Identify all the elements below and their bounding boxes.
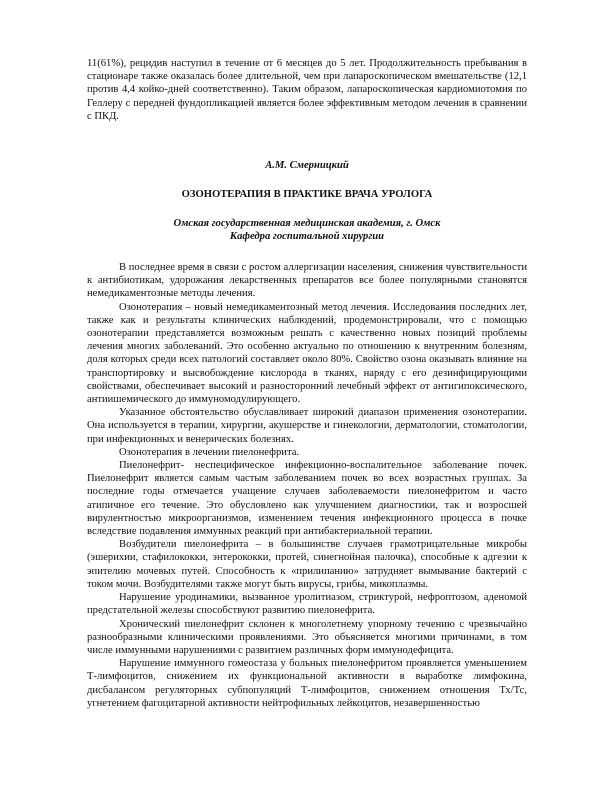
paragraph: Озонотерапия – новый немедикаментозный метод лечения. Исследования последних лет, также как и результаты клинических наблюдений, продемонстрировали, что с помощью озонотерапии представляется возможным решать с качественно новых позиций проблемы лечения многих заболеваний. Это особенно актуально по отношению к внутренним болезням, доля которых среди всех патологий составляет около 80%. Свойство озона оказывать влияние на транспортировку и высвобождение кислорода в тканях, наряду с его дезинфицирующими свойствами, обеспечивает высокий и разносторонний лечебный эффект от антигипоксического, антиишемического до иммуномодулирующего. (87, 301, 527, 406)
paragraph: Нарушение уродинамики, вызванное уролитиазом, стриктурой, нефроптозом, аденомой предстательной железы способствуют развитию пиелонефрита. (87, 592, 527, 617)
paragraph: В последнее время в связи с ростом аллергизации населения, снижения чувствительности к антибиотикам, удорожания лекарственных препаратов все более популярными становятся немедикаментозные методы лечения. (87, 262, 527, 300)
affiliation-institution: Омская государственная медицинская академия, г. Омск (173, 218, 441, 230)
paragraph: Озонотерапия в лечении пиелонефрита. (119, 446, 300, 458)
intro-paragraph: 11(61%), рецидив наступил в течение от 6 месяцев до 5 лет. Продолжительность пребывания в стационаре также оказалась более длительной, чем при лапароскопическом вмешательстве (12,1 против 4,4 койко-дней соответственно). Таким образом, лапароскопическая кардиомиотомия по Геллеру с передней фундопликацией является более эффективным методом лечения в сравнении с ПКД. (87, 58, 527, 122)
paragraph: Нарушение иммунного гомеостаза у больных пиелонефритом проявляется уменьшением Т-лимфоцитов, снижением их функциональной активности в выработке лимфокина, дисбалансом регуляторных субпопуляций Т-лимфоцитов, снижением отношения Тх/Тс, угнетением фагоцитарной активности нейтрофильных лейкоцитов, незавершенностью (87, 658, 527, 709)
article-body (87, 261, 527, 710)
paragraph: Возбудители пиелонефрита – в большинстве случаев грамотрицательные микробы (эшерихии, стафилококки, энтерококки, протей, синегнойная палочка), способные к адгезии к эпителию мочевых путей. Способность к «прилипанию» затрудняет вымывание бактерий с током мочи. Возбудителями также могут быть вирусы, грибы, микоплазмы. (87, 539, 527, 590)
paragraph: Хронический пиелонефрит склонен к многолетнему упорному течению с чрезвычайно разнообразными клиническими проявлениями. Это объясняется многими причинами, в том числе иммунными нарушениями с развитием различных форм иммунодефицита. (87, 618, 527, 656)
author-name: А.М. Смерницкий (265, 160, 349, 172)
affiliation-department: Кафедра госпитальной хирургии (229, 231, 385, 243)
article-title: ОЗОНОТЕРАПИЯ В ПРАКТИКЕ ВРАЧА УРОЛОГА (181, 189, 433, 201)
affiliation (87, 217, 527, 243)
paragraph: Указанное обстоятельство обуславливает широкий диапазон применения озонотерапии. Она используется в терапии, хирургии, акушерстве и гинекологии, дерматологии, стоматологии, при инфекционных и венерических болезнях. (87, 407, 527, 445)
paragraph: Пиелонефрит- неспецифическое инфекционно-воспалительное заболевание почек. Пиелонефрит является самым частым заболеванием почек во всех возрастных группах. За последние годы отмечается учащение случаев заболеваемости пиелонефритом и часто атипичное его течение. Это обусловлено как улучшением диагностики, так и возросшей вирулентностью микроорганизмов, изменением течения инфекционного процесса в почке вследствие подавления иммунных реакций при антибактериальной терапии. (87, 460, 527, 538)
